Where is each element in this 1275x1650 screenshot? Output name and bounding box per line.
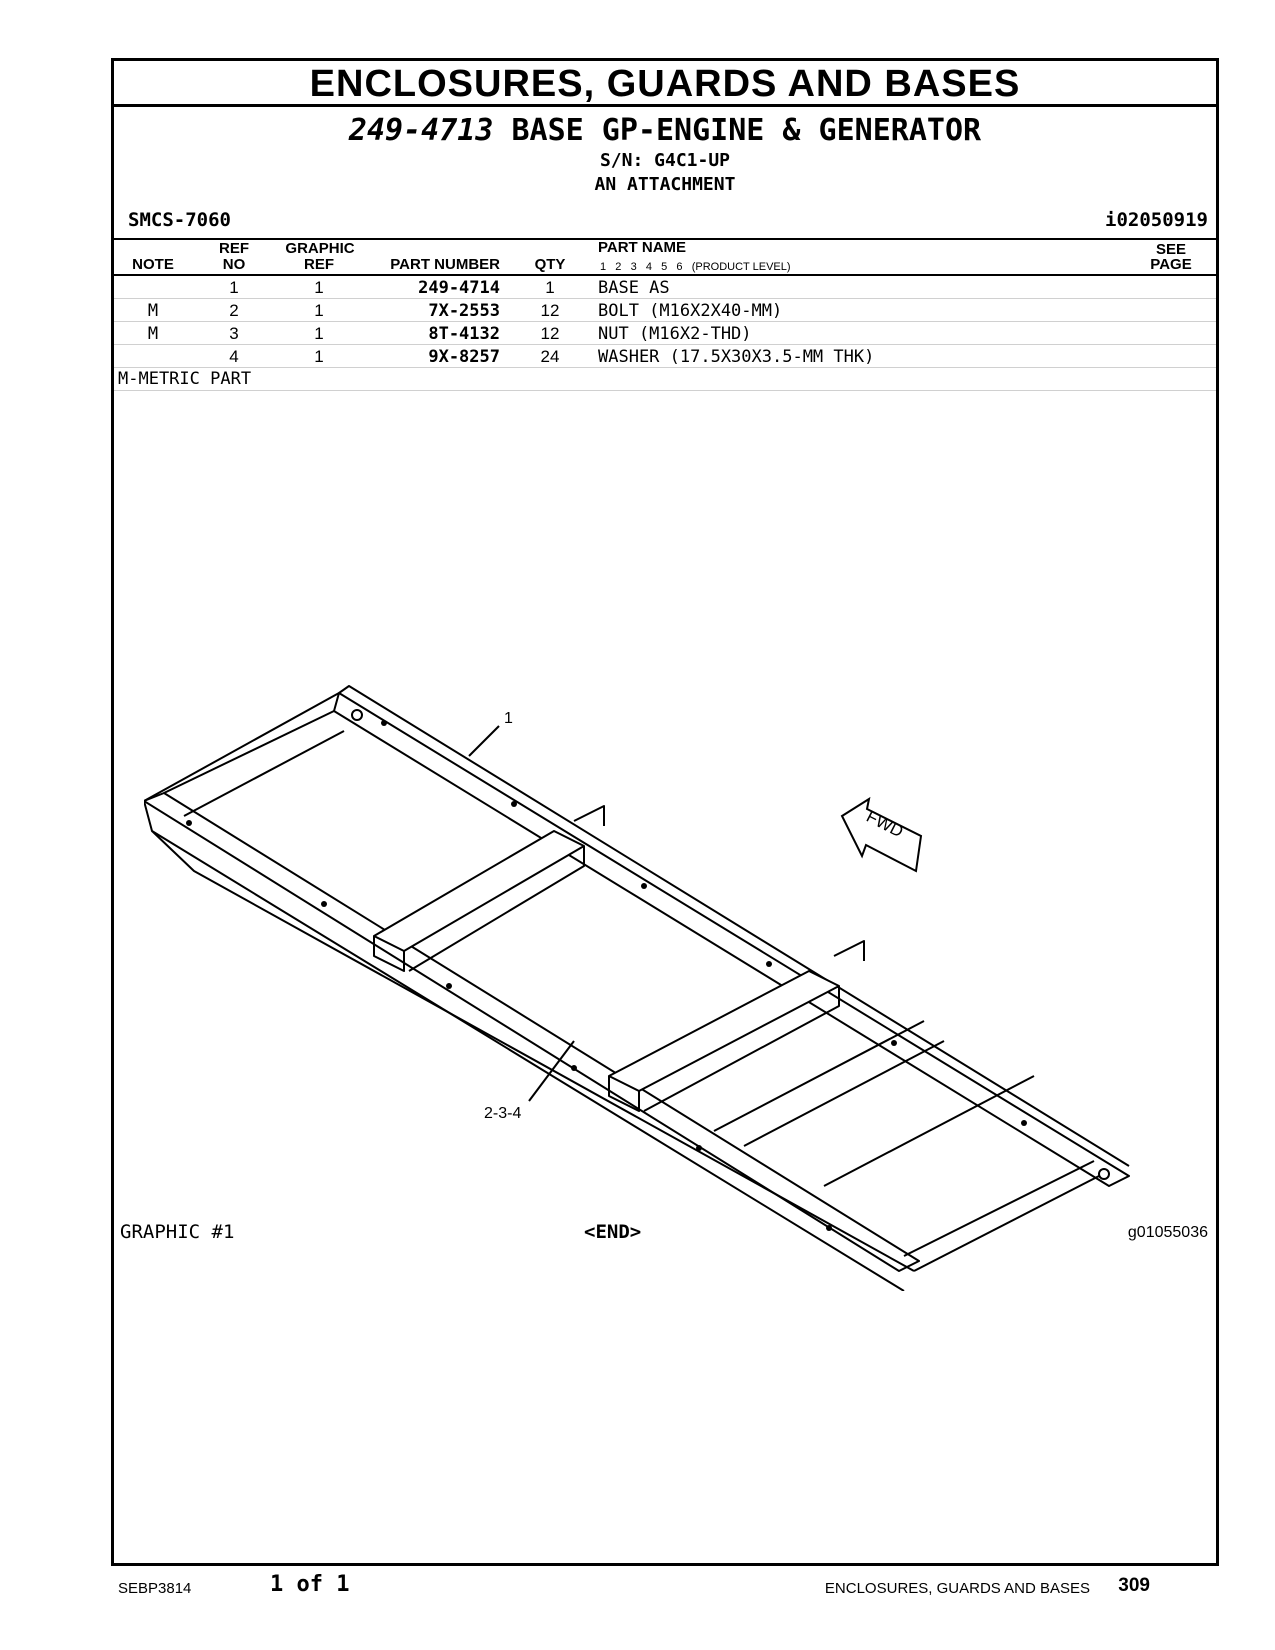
page-footer xyxy=(0,1572,1275,1612)
row-part-number: 8T-4132 xyxy=(428,324,500,344)
header-ref-bottom: NO xyxy=(222,256,246,273)
document-ident: i02050919 xyxy=(1105,209,1208,231)
table-row xyxy=(114,322,1216,345)
row-qty: 1 xyxy=(545,278,555,297)
header-ref-top: REF xyxy=(219,240,249,257)
table-footnote: M-METRIC PART xyxy=(114,368,1216,391)
graphic-label: GRAPHIC #1 xyxy=(120,1221,235,1243)
fwd-label: FWD xyxy=(863,806,907,842)
base-assembly-illustration xyxy=(144,631,1194,1291)
row-qty: 12 xyxy=(540,324,560,343)
row-part-name: NUT (M16X2-THD) xyxy=(598,324,752,344)
footer-page-number: 309 xyxy=(1118,1575,1150,1596)
row-part-number: 249-4714 xyxy=(418,278,500,298)
row-part-name: WASHER (17.5X30X3.5-MM THK) xyxy=(598,347,875,367)
row-ref: 3 xyxy=(229,324,239,343)
parts-table xyxy=(114,238,1216,391)
footer-page-of: 1 of 1 xyxy=(270,1572,350,1597)
table-row xyxy=(114,299,1216,322)
fwd-arrow-icon xyxy=(842,799,921,871)
row-graphic: 1 xyxy=(314,324,324,343)
header-see-bottom: PAGE xyxy=(1150,256,1192,273)
cross-member xyxy=(374,831,584,951)
header-graphic-bottom: REF xyxy=(304,256,334,273)
row-graphic: 1 xyxy=(314,347,324,366)
header-graphic-top: GRAPHIC xyxy=(285,240,355,257)
row-graphic: 1 xyxy=(314,278,324,297)
footer-section: ENCLOSURES, GUARDS AND BASES xyxy=(824,1580,1090,1597)
end-label: <END> xyxy=(584,1221,642,1243)
serial-number: S/N: G4C1-UP xyxy=(599,150,731,171)
group-title xyxy=(114,113,1216,149)
row-part-number: 9X-8257 xyxy=(428,347,500,367)
frame-rail-top xyxy=(334,693,1129,1186)
row-ref: 1 xyxy=(229,278,239,297)
group-header xyxy=(114,113,1216,197)
header-part-name: PART NAME xyxy=(598,239,687,256)
row-note: M xyxy=(147,324,159,344)
table-row xyxy=(114,345,1216,368)
header-product-levels: 1 2 3 4 5 6 (PRODUCT LEVEL) xyxy=(600,261,791,273)
row-qty: 24 xyxy=(540,347,560,366)
group-type: AN ATTACHMENT xyxy=(594,174,736,195)
header-qty: QTY xyxy=(534,256,566,273)
row-qty: 12 xyxy=(540,301,560,320)
header-part-number: PART NUMBER xyxy=(390,256,500,273)
header-see-top: SEE xyxy=(1155,241,1186,258)
cross-member xyxy=(609,971,839,1091)
callout-2-3-4: 2-3-4 xyxy=(484,1105,522,1122)
leader-line-1 xyxy=(469,726,499,756)
row-note: M xyxy=(147,301,159,321)
group-part-number: 249-4713 xyxy=(348,113,494,148)
group-description: BASE GP-ENGINE & GENERATOR xyxy=(511,113,982,148)
section-title: ENCLOSURES, GUARDS AND BASES xyxy=(114,61,1216,107)
row-ref: 4 xyxy=(229,347,239,366)
smcs-code: SMCS-7060 xyxy=(128,209,231,231)
table-row xyxy=(114,276,1216,299)
footer-doc-number: SEBP3814 xyxy=(118,1580,192,1597)
row-part-number: 7X-2553 xyxy=(428,301,500,321)
header-note: NOTE xyxy=(132,256,174,273)
row-part-name: BOLT (M16X2X40-MM) xyxy=(598,301,783,321)
end-cross-member-right xyxy=(914,1176,1099,1271)
callout-1: 1 xyxy=(504,710,513,727)
graphic-number: g01055036 xyxy=(1127,1224,1208,1241)
row-ref: 2 xyxy=(229,301,239,320)
row-part-name: BASE AS xyxy=(598,278,670,298)
row-graphic: 1 xyxy=(314,301,324,320)
parts-table-header xyxy=(114,240,1216,276)
page-frame xyxy=(111,58,1219,1566)
bolt-holes xyxy=(186,710,1109,1231)
